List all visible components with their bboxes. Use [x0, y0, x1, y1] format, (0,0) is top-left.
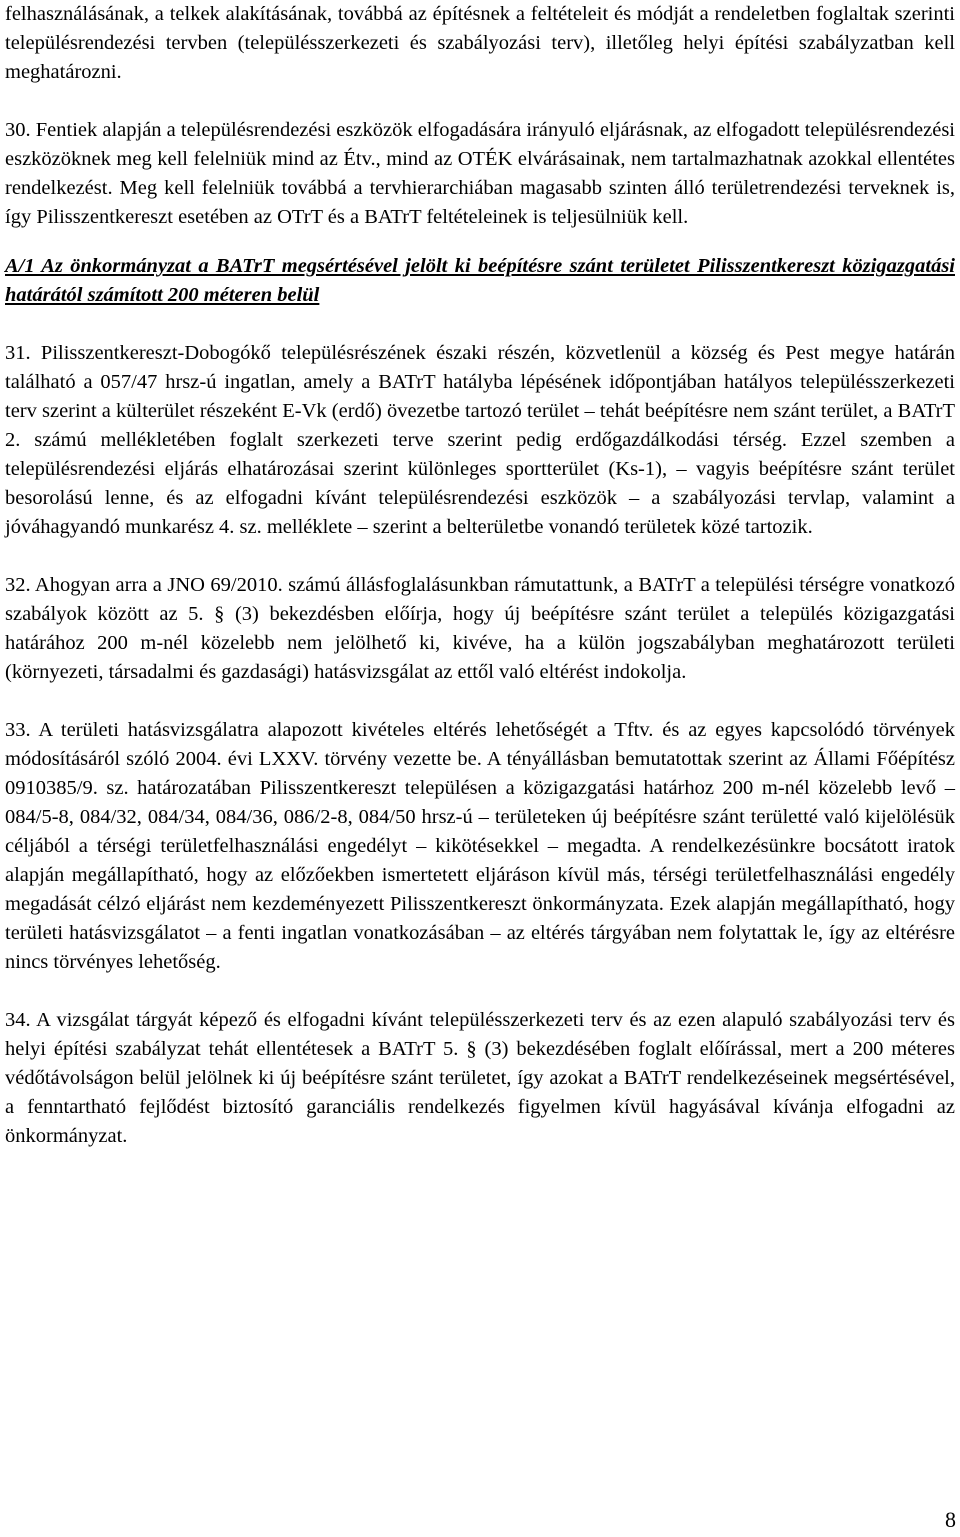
- paragraph-34: 34. A vizsgálat tárgyát képező és elfogadni kívánt településszerkezeti terv és az ezen alapuló szabályozási terv és helyi építési szabályzat tehát ellentétesek a BATrT 5. § (3) bekezdésében foglalt előírással, mert a 200 méteres védőtávolságon belül jelölnek ki új beépítésre szánt területet, így azokat a BATrT rendelkezéseinek megsértésével, a fenntartható fejlődést biztosító garanciális rendelkezés figyelmen kívül hagyásával kívánja elfogadni az önkormányzat.: [5, 1009, 955, 1147]
- paragraph-31: 31. Pilisszentkereszt-Dobogókő településrészének északi részén, közvetlenül a község és Pest megye határán található a 057/47 hrsz-ú ingatlan, amely a BATrT hatályba lépésének időpontjában hatályos településszerkezeti terv szerint a külterület részeként E-Vk (erdő) övezetbe tartozó terület – tehát beépítésre nem szánt terület, a BATrT 2. számú mellékletében foglalt szerkezeti terve szerint pedig erdőgazdálkodási térség. Ezzel szemben a településrendezési eljárás elhatározásai szerint különleges sportterület (Ks-1), – vagyis beépítésre szánt terület besorolású lenne, és az elfogadni kívánt településrendezési eszközök – a szabályozási tervlap, valamint a jóváhagyandó munkarész 4. sz. melléklete – szerint a belterületbe vonandó területek közé tartozik.: [5, 342, 955, 538]
- paragraph-32: 32. Ahogyan arra a JNO 69/2010. számú állásfoglalásunkban rámutattunk, a BATrT a települési térségre vonatkozó szabályok között az 5. § (3) bekezdésben előírja, hogy új beépítésre szánt terület a település közigazgatási határához 200 m-nél közelebb nem jelölhető ki, kivéve, ha a külön jogszabályban meghatározott területi (környezeti, társadalmi és gazdasági) hatásvizsgálat az ettől való eltérést indokolja.: [5, 574, 955, 683]
- paragraph-intro: felhasználásának, a telkek alakításának, továbbá az építésnek a feltételeit és módját a rendeletben foglaltak szerinti településrendezési tervben (településszerkezeti és szabályozási terv), illetőleg helyi építési szabályzatban kell meghatározni.: [5, 3, 955, 83]
- page-number: 8: [945, 1507, 956, 1532]
- document-page: [5, 0, 955, 1151]
- section-heading-a1: A/1 Az önkormányzat a BATrT megsértésével jelölt ki beépítésre szánt területet Pilisszentkereszt közigazgatási határától számított 200 méteren belül: [5, 255, 955, 306]
- paragraph-30: 30. Fentiek alapján a településrendezési eszközök elfogadására irányuló eljárásnak, az elfogadott településrendezési eszközöknek meg kell felelniük mind az Étv., mind az OTÉK elvárásainak, nem tartalmazhatnak azokkal ellentétes rendelkezést. Meg kell felelniük továbbá a tervhierarchiában magasabb szinten álló területrendezési terveknek is, így Pilisszentkereszt esetében az OTrT és a BATrT feltételeinek is teljesülniük kell.: [5, 119, 955, 228]
- paragraph-33: 33. A területi hatásvizsgálatra alapozott kivételes eltérés lehetőségét a Tftv. és az egyes kapcsolódó törvények módosításáról szóló 2004. évi LXXV. törvény vezette be. A tényállásban bemutatottak szerint az Állami Főépítész 0910385/9. sz. határozatában Pilisszentkereszt településen a közigazgatási határhoz 200 m-nél közelebb levő – 084/5-8, 084/32, 084/34, 084/36, 086/2-8, 084/50 hrsz-ú – területeken új beépítésre szánt területté való kijelölésük céljából a térségi területfelhasználási engedélyt – kikötésekkel – megadta. A rendelkezésünkre bocsátott iratok alapján megállapítható, hogy az előzőekben ismertetett eljáráson kívül más, térségi területfelhasználási engedély megadását célzó eljárást nem kezdeményezett Pilisszentkereszt önkormányzata. Ezek alapján megállapítható, hogy területi hatásvizsgálatot – a fenti ingatlan vonatkozásában – az eltérés tárgyában nem folytattak le, így az eltérésre nincs törvényes lehetőség.: [5, 719, 955, 973]
